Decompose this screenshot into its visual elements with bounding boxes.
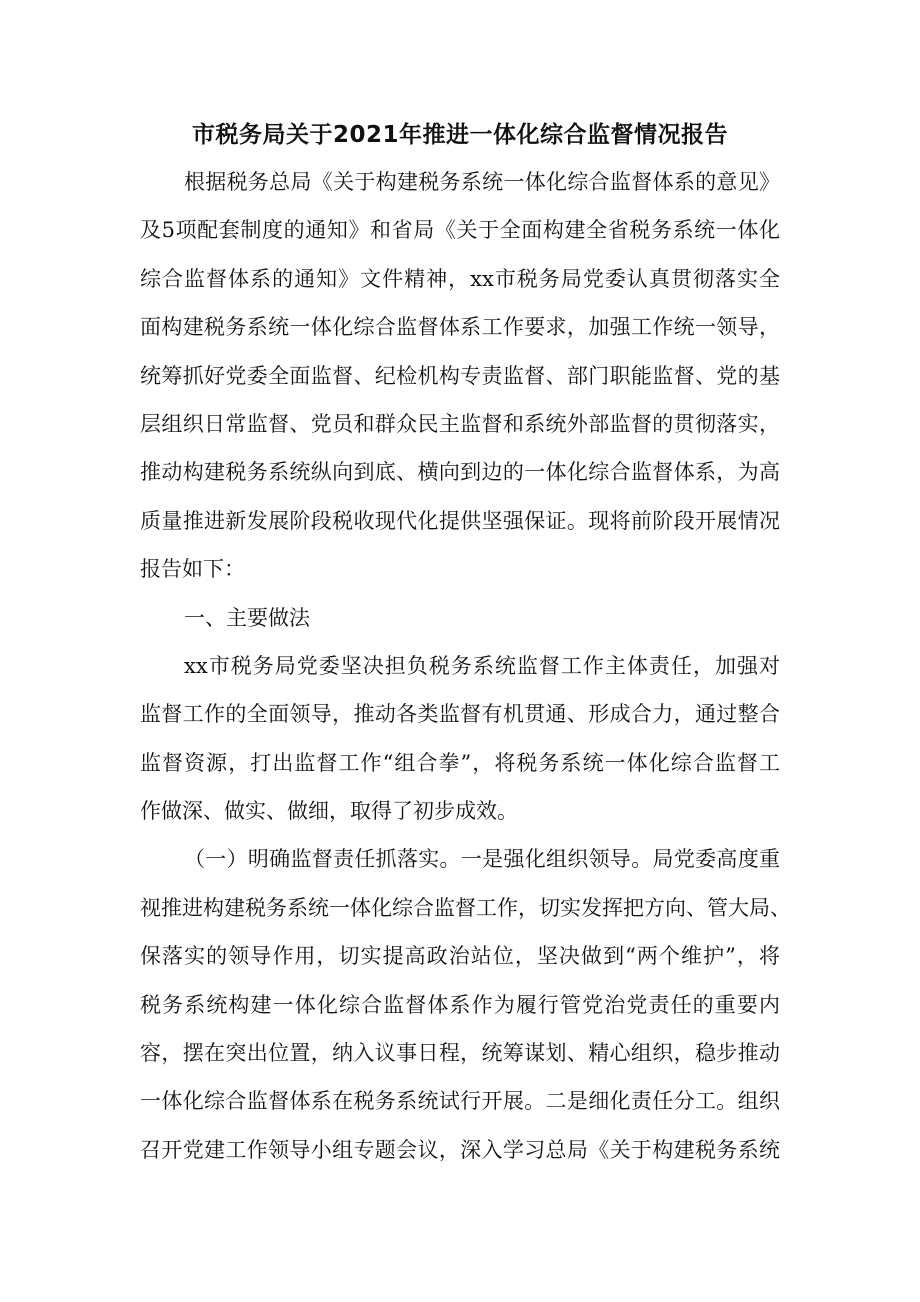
paragraph-line: 层组织日常监督、党员和群众民主监督和系统外部监督的贯彻落实，: [140, 411, 780, 436]
paragraph-line: 及5项配套制度的通知》和省局《关于全面构建全省税务系统一体化: [140, 218, 780, 243]
paragraph-line: 视推进构建税务系统一体化综合监督工作，切实发挥把方向、管大局、: [140, 895, 791, 920]
paragraph-line: 作做深、做实、做细，取得了初步成效。: [140, 799, 518, 824]
paragraph-line: 监督工作的全面领导，推动各类监督有机贯通、形成合力，通过整合: [140, 702, 780, 727]
paragraph-line: 一体化综合监督体系在税务系统试行开展。二是细化责任分工。组织: [140, 1089, 780, 1114]
paragraph-line: 容，摆在突出位置，纳入议事日程，统筹谋划、精心组织，稳步推动: [140, 1041, 780, 1066]
paragraph-line: 统筹抓好党委全面监督、纪检机构专责监督、部门职能监督、党的基: [140, 363, 780, 388]
document-title: 市税务局关于2021年推进一体化综合监督情况报告: [191, 122, 728, 148]
paragraph-line: （一）明确监督责任抓落实。一是强化组织领导。局党委高度重: [184, 847, 780, 872]
paragraph-line: 召开党建工作领导小组专题会议，深入学习总局《关于构建税务系统: [140, 1137, 780, 1162]
paragraph-line: 综合监督体系的通知》文件精神，xx市税务局党委认真贯彻落实全: [140, 266, 780, 291]
paragraph-line: 质量推进新发展阶段税收现代化提供坚强保证。现将前阶段开展情况: [140, 508, 780, 533]
section-heading: 一、主要做法: [184, 605, 310, 630]
paragraph-line: 推动构建税务系统纵向到底、横向到边的一体化综合监督体系，为高: [140, 460, 780, 485]
paragraph-line: 面构建税务系统一体化综合监督体系工作要求，加强工作统一领导，: [140, 315, 780, 340]
paragraph-line: 根据税务总局《关于构建税务系统一体化综合监督体系的意见》: [184, 170, 780, 194]
document-content: [140, 112, 791, 1174]
paragraph-line: xx市税务局党委坚决担负税务系统监督工作主体责任，加强对: [184, 653, 780, 678]
paragraph-line: 税务系统构建一体化综合监督体系作为履行管党治党责任的重要内: [140, 992, 780, 1017]
paragraph-line: 报告如下：: [140, 557, 245, 582]
document-body: [140, 158, 791, 1174]
paragraph-line: 保落实的领导作用，切实提高政治站位，坚决做到“两个维护”，将: [140, 944, 780, 969]
paragraph-line: 监督资源，打出监督工作“组合拳”，将税务系统一体化综合监督工: [140, 750, 780, 775]
